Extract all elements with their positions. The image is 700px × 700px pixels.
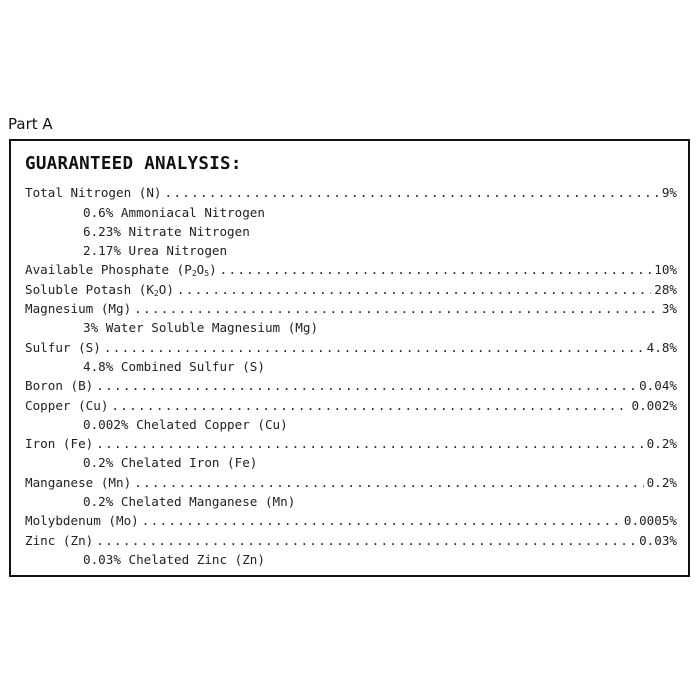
row-name: Iron (Fe) (25, 436, 94, 452)
analysis-subrow (25, 451, 677, 470)
row-name: Manganese (Mn) (25, 474, 132, 490)
row-name-suffix: ) (209, 262, 217, 278)
guaranteed-analysis-box (9, 139, 690, 577)
row-value: 0.2% (646, 436, 677, 452)
row-value: 0.0005% (623, 513, 677, 529)
row-name: Molybdenum (Mo) (25, 513, 139, 529)
analysis-heading: GUARANTEED ANALYSIS: (25, 154, 242, 174)
analysis-row-sulfur (25, 335, 677, 354)
analysis-subrow (25, 200, 677, 219)
row-value: 9% (661, 185, 677, 201)
analysis-row-copper (25, 393, 677, 412)
subrow-text: 2.17% Urea Nitrogen (83, 243, 228, 259)
row-name-mid: O) (158, 281, 174, 297)
dot-leader (142, 513, 621, 528)
row-name (25, 282, 174, 297)
row-value: 0.002% (631, 397, 677, 413)
analysis-row-molybdenum (25, 509, 677, 528)
row-name: Total Nitrogen (N) (25, 185, 162, 201)
row-name-prefix: Soluble Potash (K (25, 281, 154, 297)
dot-leader (164, 185, 658, 200)
subrow-text: 0.2% Chelated Manganese (Mn) (83, 494, 296, 510)
analysis-subrow (25, 548, 677, 567)
analysis-subrow (25, 239, 677, 258)
subrow-text: 4.8% Combined Sulfur (S) (83, 358, 265, 374)
subrow-text: 6.23% Nitrate Nitrogen (83, 223, 250, 239)
analysis-row-manganese (25, 470, 677, 489)
analysis-row-boron (25, 374, 677, 393)
subscript: 2 (191, 269, 197, 279)
row-name: Copper (Cu) (25, 397, 109, 413)
analysis-row-zinc (25, 528, 677, 547)
subrow-text: 0.002% Chelated Copper (Cu) (83, 416, 288, 432)
analysis-subrow (25, 490, 677, 509)
subscript: 2 (153, 288, 159, 298)
analysis-row-iron (25, 432, 677, 451)
analysis-row-soluble-potash (25, 277, 677, 296)
row-value: 0.04% (639, 378, 677, 394)
row-name: Boron (B) (25, 378, 94, 394)
dot-leader (134, 301, 659, 316)
row-name: Magnesium (Mg) (25, 301, 132, 317)
row-name (25, 262, 217, 277)
analysis-rows (25, 181, 677, 567)
analysis-row-total-nitrogen (25, 181, 677, 200)
subscript: 5 (204, 269, 210, 279)
dot-leader (134, 475, 644, 490)
dot-leader (96, 533, 636, 548)
subrow-text: 0.2% Chelated Iron (Fe) (83, 455, 258, 471)
row-value: 3% (661, 301, 677, 317)
dot-leader (220, 262, 652, 277)
analysis-row-magnesium (25, 297, 677, 316)
dot-leader (96, 378, 636, 393)
subrow-text: 0.6% Ammoniacal Nitrogen (83, 204, 265, 220)
subrow-text: 3% Water Soluble Magnesium (Mg) (83, 320, 319, 336)
analysis-subrow (25, 413, 677, 432)
dot-leader (111, 398, 628, 413)
part-label: Part A (8, 115, 53, 133)
analysis-subrow (25, 316, 677, 335)
row-value: 0.03% (639, 532, 677, 548)
row-value: 10% (654, 262, 677, 278)
dot-leader (177, 282, 651, 297)
row-name-mid: O (196, 262, 205, 278)
row-name-prefix: Available Phosphate (P (25, 262, 192, 278)
row-value: 0.2% (646, 474, 677, 490)
row-value: 4.8% (646, 339, 677, 355)
dot-leader (96, 436, 643, 451)
row-name: Zinc (Zn) (25, 532, 94, 548)
analysis-subrow (25, 220, 677, 239)
row-value: 28% (654, 281, 677, 297)
analysis-row-available-phosphate (25, 258, 677, 277)
analysis-subrow (25, 355, 677, 374)
subrow-text: 0.03% Chelated Zinc (Zn) (83, 551, 265, 567)
row-name: Sulfur (S) (25, 339, 101, 355)
dot-leader (104, 340, 644, 355)
